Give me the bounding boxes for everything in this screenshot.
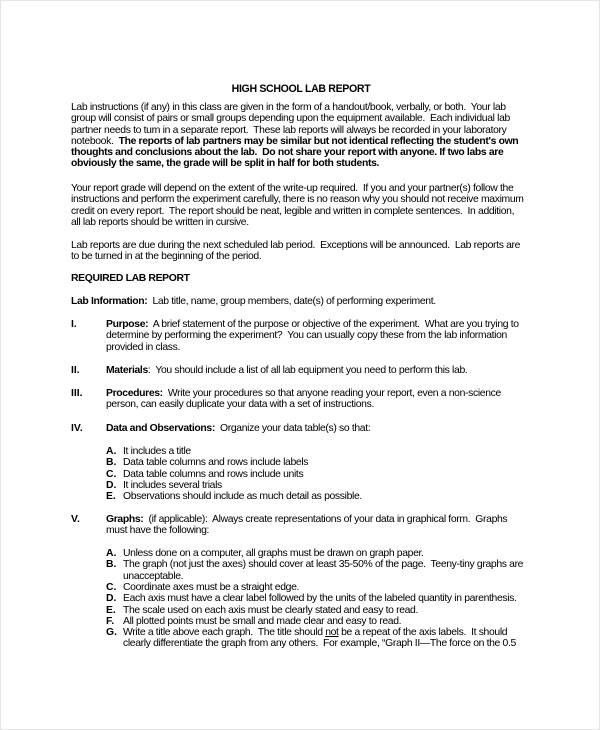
text-line	[71, 217, 524, 228]
section-number: I.	[71, 319, 77, 330]
text-run: : You should include a list of all lab equipment you need to perform this lab.	[147, 365, 468, 376]
section-number: III.	[71, 388, 83, 399]
list-letter: C.	[106, 468, 117, 480]
text-line	[106, 525, 507, 536]
text-run: must have the following:	[106, 525, 210, 537]
section-number: V.	[71, 514, 80, 525]
text-line	[123, 469, 303, 480]
text-line	[123, 571, 523, 582]
text-line	[123, 627, 516, 638]
text-run: Write your procedures so that anyone reading your report, even a non-science	[162, 388, 501, 399]
bold-text: Procedures:	[106, 388, 163, 399]
list-letter: E.	[106, 604, 116, 616]
section-number: IV.	[71, 423, 83, 434]
text-line	[123, 638, 516, 649]
bold-text: Materials	[106, 365, 148, 376]
text-run: All plotted points must be small and made clear and easy to read.	[123, 615, 402, 627]
list-letter: D.	[106, 479, 117, 491]
bold-text: Data and Observations:	[106, 423, 215, 434]
text-line	[71, 251, 520, 262]
text-run: notebook.	[71, 135, 119, 147]
text-run: unacceptable.	[123, 570, 184, 582]
section-data-observations	[106, 423, 370, 434]
text-run: Lab instructions (if any) in this class are given in the form of a handout/book, verbally, or both. Your lab	[71, 102, 506, 113]
text-line	[123, 605, 418, 616]
text-run: all lab reports should be written in cursive.	[71, 216, 249, 228]
due-paragraph	[71, 240, 520, 263]
bold-text: Graphs:	[106, 514, 144, 525]
list-letter: E.	[106, 491, 116, 503]
text-line	[123, 491, 362, 502]
list-letter: B.	[106, 457, 117, 469]
text-run: be a repeat of the axis labels. It should	[338, 627, 508, 639]
text-run: It includes a title	[123, 446, 191, 457]
text-run: Data table columns and rows include labels	[123, 457, 309, 469]
text-run: not	[325, 627, 339, 639]
list-item	[123, 446, 191, 457]
text-run: (if applicable): Always create representations of your data in graphical form. Graphs	[143, 514, 508, 525]
text-line	[71, 194, 524, 205]
text-line	[71, 102, 518, 113]
text-line	[106, 423, 370, 434]
text-line	[123, 593, 517, 604]
text-line	[123, 548, 424, 559]
text-run: person, can easily duplicate your data with a set of instructions.	[106, 399, 374, 411]
text-run: Your report grade will depend on the extent of the write-up required. If you and your partner(s) follow the	[71, 183, 514, 194]
document-title: HIGH SCHOOL LAB REPORT	[231, 83, 371, 95]
text-run: clearly differentiate the graph from any others. For example, “Graph II—The force on the 0.5	[123, 638, 516, 650]
list-item	[123, 627, 516, 650]
text-run: The graph (not just the axes) should cover at least 35-50% of the page. Teeny-tiny graphs are	[123, 559, 524, 571]
text-line	[71, 158, 518, 169]
text-run: A brief statement of the purpose or objective of the experiment. What are you trying to	[148, 319, 519, 330]
text-line	[106, 330, 519, 341]
list-item	[123, 593, 517, 604]
text-run: Write a title above each graph. The title should	[123, 627, 326, 639]
text-line	[123, 446, 191, 457]
text-run: group will consist of pairs or small groups depending upon the equipment available. Each individual lab	[71, 113, 510, 125]
text-run: Lab title, name, group members, date(s) of performing experiment.	[147, 296, 436, 307]
lab-information	[71, 296, 436, 307]
bold-text: Purpose:	[106, 319, 149, 330]
text-run: partner needs to turn in a separate report. These lab reports will always be recorded in your laboratory	[71, 124, 507, 136]
list-item	[123, 582, 299, 593]
text-run: credit on every report. The report should be neat, legible and written in complete sentences. In addition,	[71, 205, 515, 217]
text-run: Each axis must have a clear label followed by the units of the labeled quantity in parenthesis.	[123, 593, 517, 605]
text-line	[106, 388, 501, 399]
text-run: provided in class.	[106, 341, 180, 353]
section-materials	[106, 365, 467, 376]
list-letter: A.	[106, 548, 117, 559]
section-purpose	[106, 319, 519, 353]
text-run: Data table columns and rows include units	[123, 468, 304, 480]
list-letter: A.	[106, 446, 117, 457]
text-run: Lab reports are due during the next scheduled lab period. Exceptions will be announced. Lab reports are	[71, 240, 521, 251]
list-item	[123, 548, 424, 559]
list-item	[123, 491, 362, 502]
text-line	[106, 319, 519, 330]
text-run: determine by performing the experiment? You can usually copy these from the lab information	[106, 330, 507, 342]
list-letter: F.	[106, 615, 115, 627]
text-line	[71, 273, 190, 284]
bold-text: Lab Information:	[71, 296, 148, 307]
bold-text: REQUIRED LAB REPORT	[71, 273, 190, 284]
list-item	[123, 616, 401, 627]
text-run: It includes several trials	[123, 479, 222, 491]
text-line	[123, 559, 523, 570]
list-item	[123, 605, 418, 616]
text-run: The scale used on each axis must be clearly stated and easy to read.	[123, 604, 419, 616]
list-letter: C.	[106, 581, 117, 593]
grade-paragraph	[71, 183, 524, 228]
text-line	[71, 147, 518, 158]
section-procedures	[106, 388, 501, 411]
list-item	[123, 559, 523, 582]
text-run: to be turned in at the beginning of the period.	[71, 251, 262, 263]
text-run: Organize your data table(s) so that:	[214, 423, 371, 434]
text-line	[106, 514, 507, 525]
list-letter: D.	[106, 593, 117, 605]
bold-text: thoughts and conclusions about the lab. Do not share your report with anyone. If two labs are	[71, 147, 504, 159]
text-line	[71, 240, 520, 251]
text-line	[71, 136, 518, 147]
list-letter: G.	[106, 627, 117, 639]
bold-text: The reports of lab partners may be similar but not identical reflecting the student's own	[118, 135, 519, 147]
text-line	[123, 457, 308, 468]
text-line	[106, 399, 501, 410]
text-line	[71, 125, 518, 136]
required-heading	[71, 273, 190, 284]
section-number: II.	[71, 365, 80, 376]
list-letter: B.	[106, 559, 117, 571]
text-run: Coordinate axes must be a straight edge.	[123, 581, 300, 593]
bold-text: obviously the same, the grade will be split in half for both students.	[71, 158, 380, 170]
text-line	[71, 206, 524, 217]
text-run: Observations should include as much detail as possible.	[123, 491, 362, 503]
list-item	[123, 457, 308, 468]
text-run: Unless done on a computer, all graphs must be drawn on graph paper.	[123, 548, 424, 559]
text-line	[71, 296, 436, 307]
text-line	[123, 616, 401, 627]
list-item	[123, 480, 222, 491]
list-item	[123, 469, 303, 480]
text-line	[106, 342, 519, 353]
text-line	[123, 480, 222, 491]
intro-paragraph	[71, 102, 518, 170]
text-line	[71, 113, 518, 124]
section-graphs	[106, 514, 507, 537]
text-line	[71, 183, 524, 194]
text-run: instructions and perform the experiment carefully, there is no reason why you should not receive maximum	[71, 194, 524, 206]
text-line	[123, 582, 299, 593]
text-line	[106, 365, 467, 376]
